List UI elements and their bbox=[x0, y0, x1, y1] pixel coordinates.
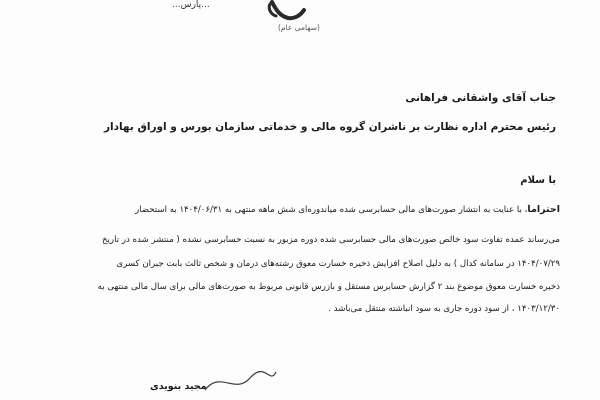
body-line-1-text: ، با عنایت به انتشار صورت‌های مالی حسابرسی شده میاندوره‌ای شش ماهه منتهی به ۱۴۰۴/۰۶/۳۱ به استحضار bbox=[135, 205, 528, 215]
company-type: (سهامی عام) bbox=[278, 23, 320, 32]
recipient-title: رئیس محترم اداره نظارت بر ناشران گروه مالی و خدماتی سازمان بورس و اوراق بهادار bbox=[103, 121, 556, 133]
recipient-name: جناب آقای واشقانی فراهانی bbox=[405, 92, 556, 104]
company-logo bbox=[250, 0, 380, 42]
body-line-1 bbox=[32, 204, 560, 216]
company-name: ...پارس... bbox=[172, 0, 210, 10]
signature-mark bbox=[200, 360, 280, 400]
signer-name: مجید بنویدی bbox=[150, 381, 207, 392]
body-line-5: ۱۴۰۳/۱۲/۳۰ ، از سود دوره جاری به سود انباشته منتقل می‌باشد . bbox=[328, 304, 560, 314]
body-lead: احتراماً bbox=[527, 204, 560, 215]
body-line-2: می‌رساند عمده تفاوت سود خالص صورت‌های مالی حسابرسی شده دوره مزبور به نسبت حسابرسی نشده ( منتشر شده در تاریخ bbox=[101, 235, 560, 245]
greeting: با سلام bbox=[520, 175, 556, 186]
body-line-4: ذخیره خسارت معوق موضوع بند ۲ گزارش حسابرس مستقل و بازرس قانونی مربوط به صورت‌های مالی برای سال مالی منتهی به bbox=[97, 282, 560, 292]
body-line-3: ۱۴۰۴/۰۷/۲۹ در سامانه کدال ) به دلیل اصلاح افزایش ذخیره خسارت معوق رشته‌های درمان و شخص ثالث بابت جبران کسری bbox=[116, 259, 560, 269]
